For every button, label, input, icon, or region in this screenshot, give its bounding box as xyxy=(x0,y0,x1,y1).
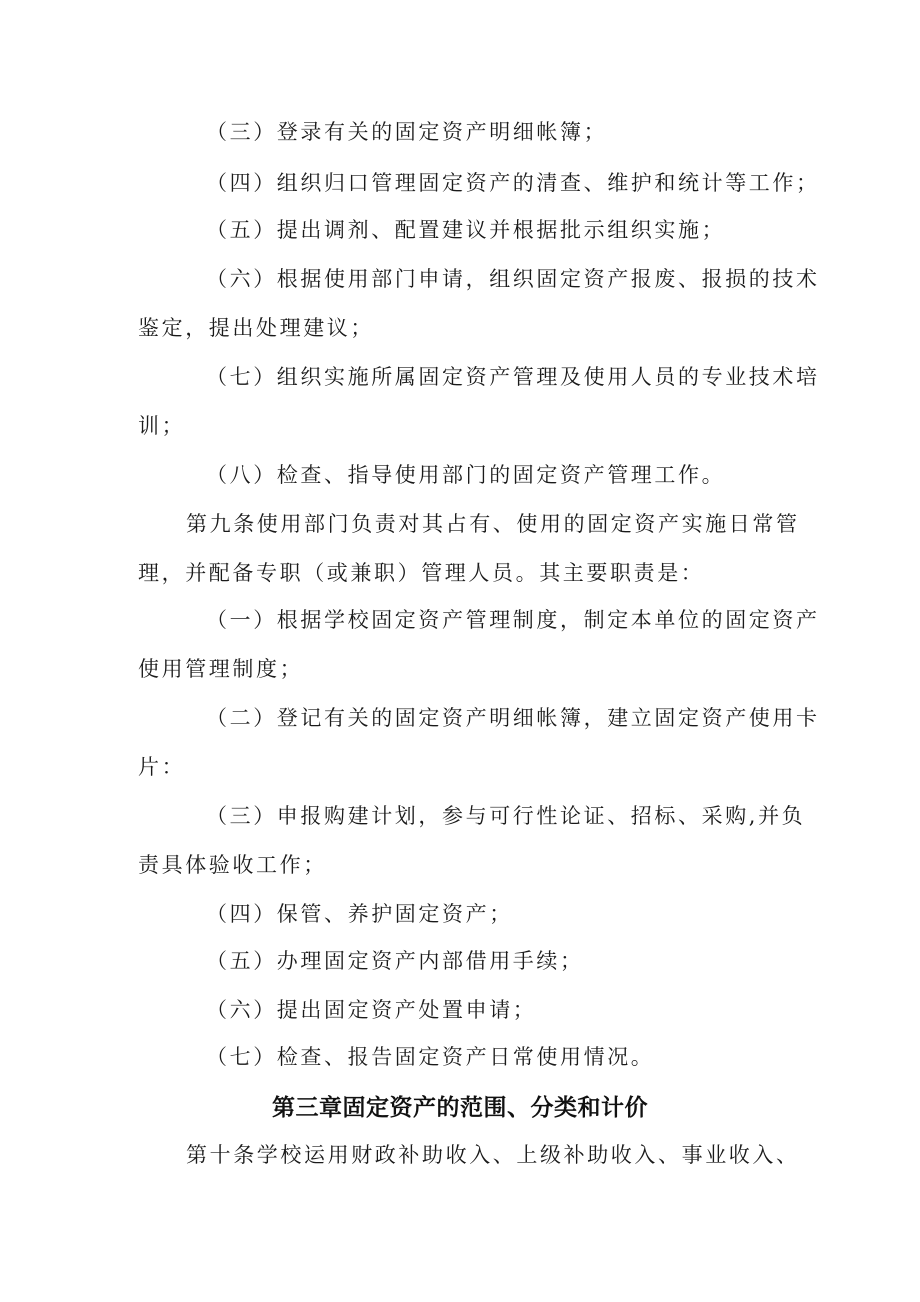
text-line: 使用管理制度； xyxy=(138,657,304,681)
text-line: （三）申报购建计划，参与可行性论证、招标、采购,并负 xyxy=(206,804,806,828)
text-line: 鉴定，提出处理建议； xyxy=(138,316,374,340)
text-line: （五）办理固定资产内部借用手续； xyxy=(206,949,584,973)
text-line: 训； xyxy=(138,414,186,438)
text-line: （三）登录有关的固定资产明细帐簿； xyxy=(206,120,608,144)
text-line: （六）根据使用部门申请，组织固定资产报废、报损的技术 xyxy=(206,267,820,291)
text-line: 理，并配备专职（或兼职）管理人员。其主要职责是： xyxy=(138,561,705,585)
text-line: （四）保管、养护固定资产； xyxy=(206,902,513,926)
text-line: 责具体验收工作； xyxy=(138,853,327,877)
text-line: （四）组织归口管理固定资产的清查、维护和统计等工作； xyxy=(206,171,820,195)
text-line: 片： xyxy=(138,755,186,779)
text-line: （二）登记有关的固定资产明细帐簿，建立固定资产使用卡 xyxy=(206,706,820,730)
text-line: （七）组织实施所属固定资产管理及使用人员的专业技术培 xyxy=(206,365,820,389)
text-line: （七）检查、报告固定资产日常使用情况。 xyxy=(206,1045,655,1069)
article-9-start: 第九条使用部门负责对其占有、使用的固定资产实施日常管 xyxy=(186,512,800,536)
chapter-heading: 第三章固定资产的范围、分类和计价 xyxy=(272,1095,648,1121)
text-line: （五）提出调剂、配置建议并根据批示组织实施； xyxy=(206,218,726,242)
text-line: （一）根据学校固定资产管理制度，制定本单位的固定资产 xyxy=(206,608,820,632)
article-10-start: 第十条学校运用财政补助收入、上级补助收入、事业收入、 xyxy=(186,1143,800,1167)
text-line: （八）检查、指导使用部门的固定资产管理工作。 xyxy=(206,463,726,487)
text-line: （六）提出固定资产处置申请； xyxy=(206,998,537,1022)
